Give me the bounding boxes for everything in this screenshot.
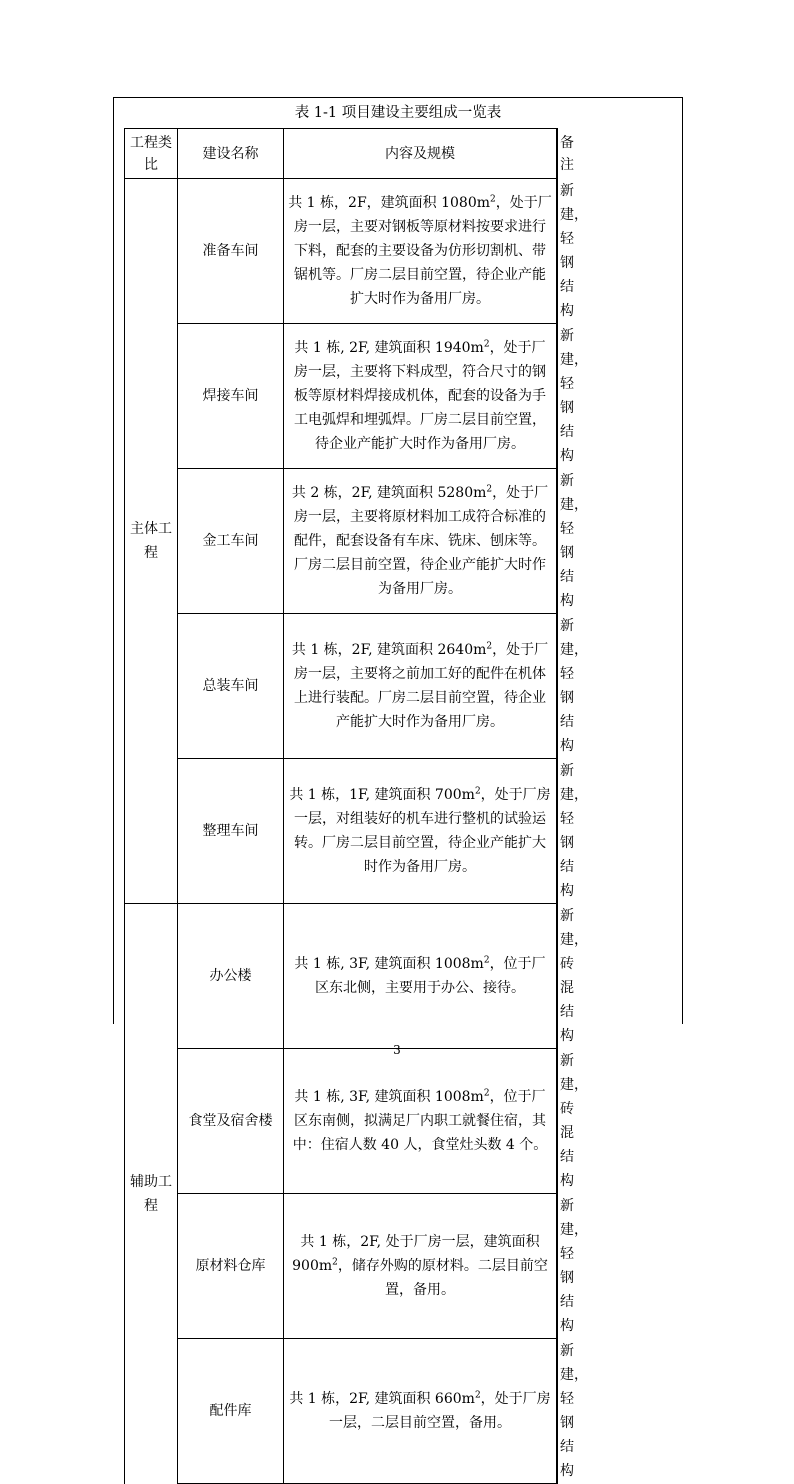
table-row: [125, 179, 558, 324]
table-caption: 表 1-1 项目建设主要组成一览表: [294, 105, 502, 121]
row-remark: 新建，轻钢结构: [557, 759, 558, 904]
row-remark: 新建，轻钢结构: [557, 469, 558, 614]
row-remark: 新建，轻钢结构: [557, 324, 558, 469]
category-main: 主体工程: [125, 179, 178, 904]
row-content: 共 1 栋, 3F, 建筑面积 $1008m^2$，位于厂区东南侧，拟满足厂内职工就餐住宿，其中：住宿人数 40 人，食堂灶头数 4 个。: [284, 1049, 557, 1194]
table-row: [125, 614, 558, 759]
row-name: 食堂及宿舍楼: [178, 1049, 284, 1194]
row-content: 共 1 栋，2F, 建筑面积 $660m^2$，处于厂房一层，二层目前空置，备用。: [284, 1339, 557, 1484]
table-row: [125, 1339, 558, 1484]
header-content: 内容及规模: [284, 129, 557, 179]
table-row: [125, 759, 558, 904]
row-name: 办公楼: [178, 904, 284, 1049]
table-row: [125, 1049, 558, 1194]
row-content: 共 1 栋, 2F, 建筑面积 $1940m^2$，处于厂房一层，主要将下料成型，符合尺寸的钢板等原材料焊接成机体，配套的设备为手工电弧焊和埋弧焊。厂房二层目前空置，待企业产能扩大时作为备用厂房。: [284, 324, 557, 469]
row-content: 共 1 栋，2F, 处于厂房一层，建筑面积 $900m^2$，储存外购的原材料。二层目前空置，备用。: [284, 1194, 557, 1339]
row-content: 共 1 栋，2F，建筑面积 $1080m^2$，处于厂房一层，主要对钢板等原材料按要求进行下料，配套的主要设备为仿形切割机、带锯机等。厂房二层目前空置，待企业产能扩大时作为备用厂房。: [284, 179, 557, 324]
table-row: [125, 469, 558, 614]
row-remark: 新建，砖混结构: [557, 904, 558, 1049]
row-name: 原材料仓库: [178, 1194, 284, 1339]
table-row: [125, 904, 558, 1049]
row-name: 总装车间: [178, 614, 284, 759]
table-row: [125, 324, 558, 469]
row-content: 共 2 栋，2F, 建筑面积 $5280m^2$，处于厂房一层，主要将原材料加工成符合标准的配件，配套设备有车床、铣床、刨床等。厂房二层目前空置，待企业产能扩大时作为备用厂房。: [284, 469, 557, 614]
category-auxiliary: 辅助工程: [125, 904, 178, 1484]
row-remark: 新建，砖混结构: [557, 1049, 558, 1194]
page-number: 3: [393, 1043, 401, 1057]
header-category: 工程类比: [125, 129, 178, 179]
row-name: 配件库: [178, 1339, 284, 1484]
row-name: 整理车间: [178, 759, 284, 904]
row-remark: 新建，轻钢结构: [557, 179, 558, 324]
header-name: 建设名称: [178, 129, 284, 179]
header-row: [125, 129, 558, 179]
row-name: 准备车间: [178, 179, 284, 324]
header-remark: 备注: [557, 129, 558, 179]
row-remark: 新建，轻钢结构: [557, 1339, 558, 1484]
composition-table: [124, 128, 588, 1484]
row-name: 金工车间: [178, 469, 284, 614]
row-content: 共 1 栋, 3F, 建筑面积 $1008m^2$，位于厂区东北侧，主要用于办公、接待。: [284, 904, 557, 1049]
row-name: 焊接车间: [178, 324, 284, 469]
row-remark: 新建，轻钢结构: [557, 614, 558, 759]
row-content: 共 1 栋，1F, 建筑面积 $700m^2$，处于厂房一层，对组装好的机车进行整机的试验运转。厂房二层目前空置，待企业产能扩大时作为备用厂房。: [284, 759, 557, 904]
row-content: 共 1 栋，2F, 建筑面积 $2640m^2$，处于厂房一层，主要将之前加工好的配件在机体上进行装配。厂房二层目前空置，待企业产能扩大时作为备用厂房。: [284, 614, 557, 759]
row-remark: 新建，轻钢结构: [557, 1194, 558, 1339]
table-row: [125, 1194, 558, 1339]
